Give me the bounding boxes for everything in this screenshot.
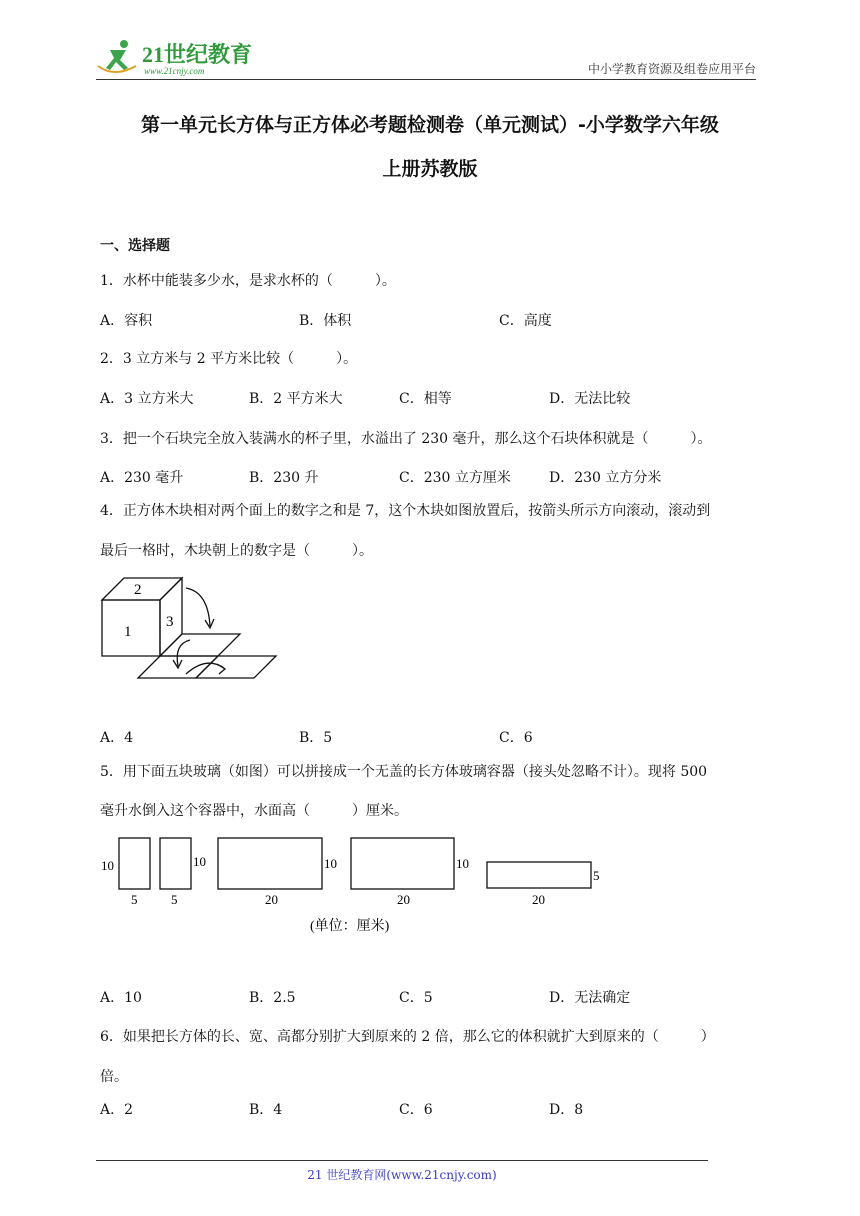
footer-link[interactable]: 21 世纪教育网(www.21cnjy.com)	[307, 1168, 497, 1182]
cube-top-face	[102, 578, 182, 600]
glass-panel-3	[218, 838, 322, 889]
roll-arrow-1	[186, 588, 210, 626]
panel-1-height: 10	[101, 858, 114, 873]
roll-arrow-2	[177, 640, 190, 666]
logo-text: 21世纪教育	[142, 42, 253, 67]
panel-3-height: 10	[324, 856, 337, 871]
question-1-text: 1．水杯中能装多少水，是求水杯的（ ）。	[100, 273, 396, 289]
header-divider	[96, 79, 756, 80]
logo-subtext: www.21cnjy.com	[144, 66, 205, 76]
panel-5-width: 20	[532, 892, 545, 907]
question-4-cube-figure	[98, 574, 280, 684]
figure-unit-label: (单位：厘米)	[310, 919, 390, 934]
question-3-option-b: B．230 升	[249, 470, 319, 486]
grid-cell-1	[160, 634, 240, 656]
question-2-option-c: C．相等	[399, 391, 452, 407]
question-3-text: 3．把一个石块完全放入装满水的杯子里，水溢出了 230 毫升，那么这个石块体积就是（ ）。	[100, 431, 712, 447]
glass-panel-2	[160, 838, 191, 889]
question-4-text-line2: 最后一格时，木块朝上的数字是（ ）。	[100, 543, 373, 559]
cube-top-number: 2	[134, 582, 142, 598]
panel-3-width: 20	[265, 892, 278, 907]
question-5-option-d: D．无法确定	[549, 990, 631, 1006]
panel-2-width: 5	[171, 892, 178, 907]
question-2-option-b: B．2 平方米大	[249, 391, 343, 407]
question-6-option-c: C．6	[399, 1102, 433, 1118]
grid-cell-3	[196, 656, 276, 678]
question-5-glass-panels-figure	[98, 830, 608, 940]
question-6-option-b: B．4	[249, 1102, 283, 1118]
panel-5-height: 5	[593, 868, 600, 883]
question-6-option-d: D．8	[549, 1102, 584, 1118]
question-5-text-line2: 毫升水倒入这个容器中，水面高（ ）厘米。	[100, 803, 408, 819]
question-5-option-b: B．2.5	[249, 990, 296, 1006]
panel-4-width: 20	[397, 892, 410, 907]
question-2-option-a: A．3 立方米大	[100, 391, 194, 407]
question-5-text-line1: 5．用下面五块玻璃（如图）可以拼接成一个无盖的长方体玻璃容器（接头处忽略不计）。现将 500	[100, 764, 708, 780]
page-title-line2: 上册苏教版	[382, 158, 478, 180]
question-2-text: 2．3 立方米与 2 平方米比较（ ）。	[100, 351, 358, 367]
panel-2-height: 10	[193, 854, 206, 869]
glass-panel-5	[487, 862, 591, 888]
question-5-option-c: C．5	[399, 990, 433, 1006]
cube-front-number: 1	[124, 624, 132, 640]
page-title-line1: 第一单元长方体与正方体必考题检测卷（单元测试）-小学数学六年级	[141, 114, 719, 136]
question-4-option-a: A．4	[100, 730, 134, 746]
question-6-text-line1: 6．如果把长方体的长、宽、高都分别扩大到原来的 2 倍，那么它的体积就扩大到原来的（ ）	[100, 1029, 715, 1045]
question-2-option-d: D．无法比较	[549, 391, 631, 407]
site-logo	[96, 36, 266, 80]
runner-icon	[98, 40, 136, 72]
panel-4-height: 10	[456, 856, 469, 871]
glass-panel-4	[351, 838, 454, 889]
header-platform-text: 中小学教育资源及组卷应用平台	[587, 62, 756, 76]
section-heading: 一、选择题	[100, 238, 170, 254]
question-6-option-a: A．2	[100, 1102, 134, 1118]
question-4-option-c: C．6	[499, 730, 533, 746]
question-1-option-a: A．容积	[100, 313, 153, 329]
question-3-option-c: C．230 立方厘米	[399, 470, 511, 486]
question-1-option-b: B．体积	[299, 313, 352, 329]
footer-divider	[96, 1160, 708, 1161]
cube-right-number: 3	[166, 614, 174, 630]
question-1-option-c: C．高度	[499, 313, 552, 329]
question-6-text-line2: 倍。	[100, 1069, 128, 1085]
glass-panel-1	[119, 838, 150, 889]
question-5-option-a: A．10	[100, 990, 142, 1006]
question-3-option-d: D．230 立方分米	[549, 470, 662, 486]
question-4-option-b: B．5	[299, 730, 333, 746]
question-3-option-a: A．230 毫升	[100, 470, 184, 486]
question-4-text-line1: 4．正方体木块相对两个面上的数字之和是 7，这个木块如图放置后，按箭头所示方向滚动，滚动到	[100, 503, 711, 519]
panel-1-width: 5	[131, 892, 138, 907]
